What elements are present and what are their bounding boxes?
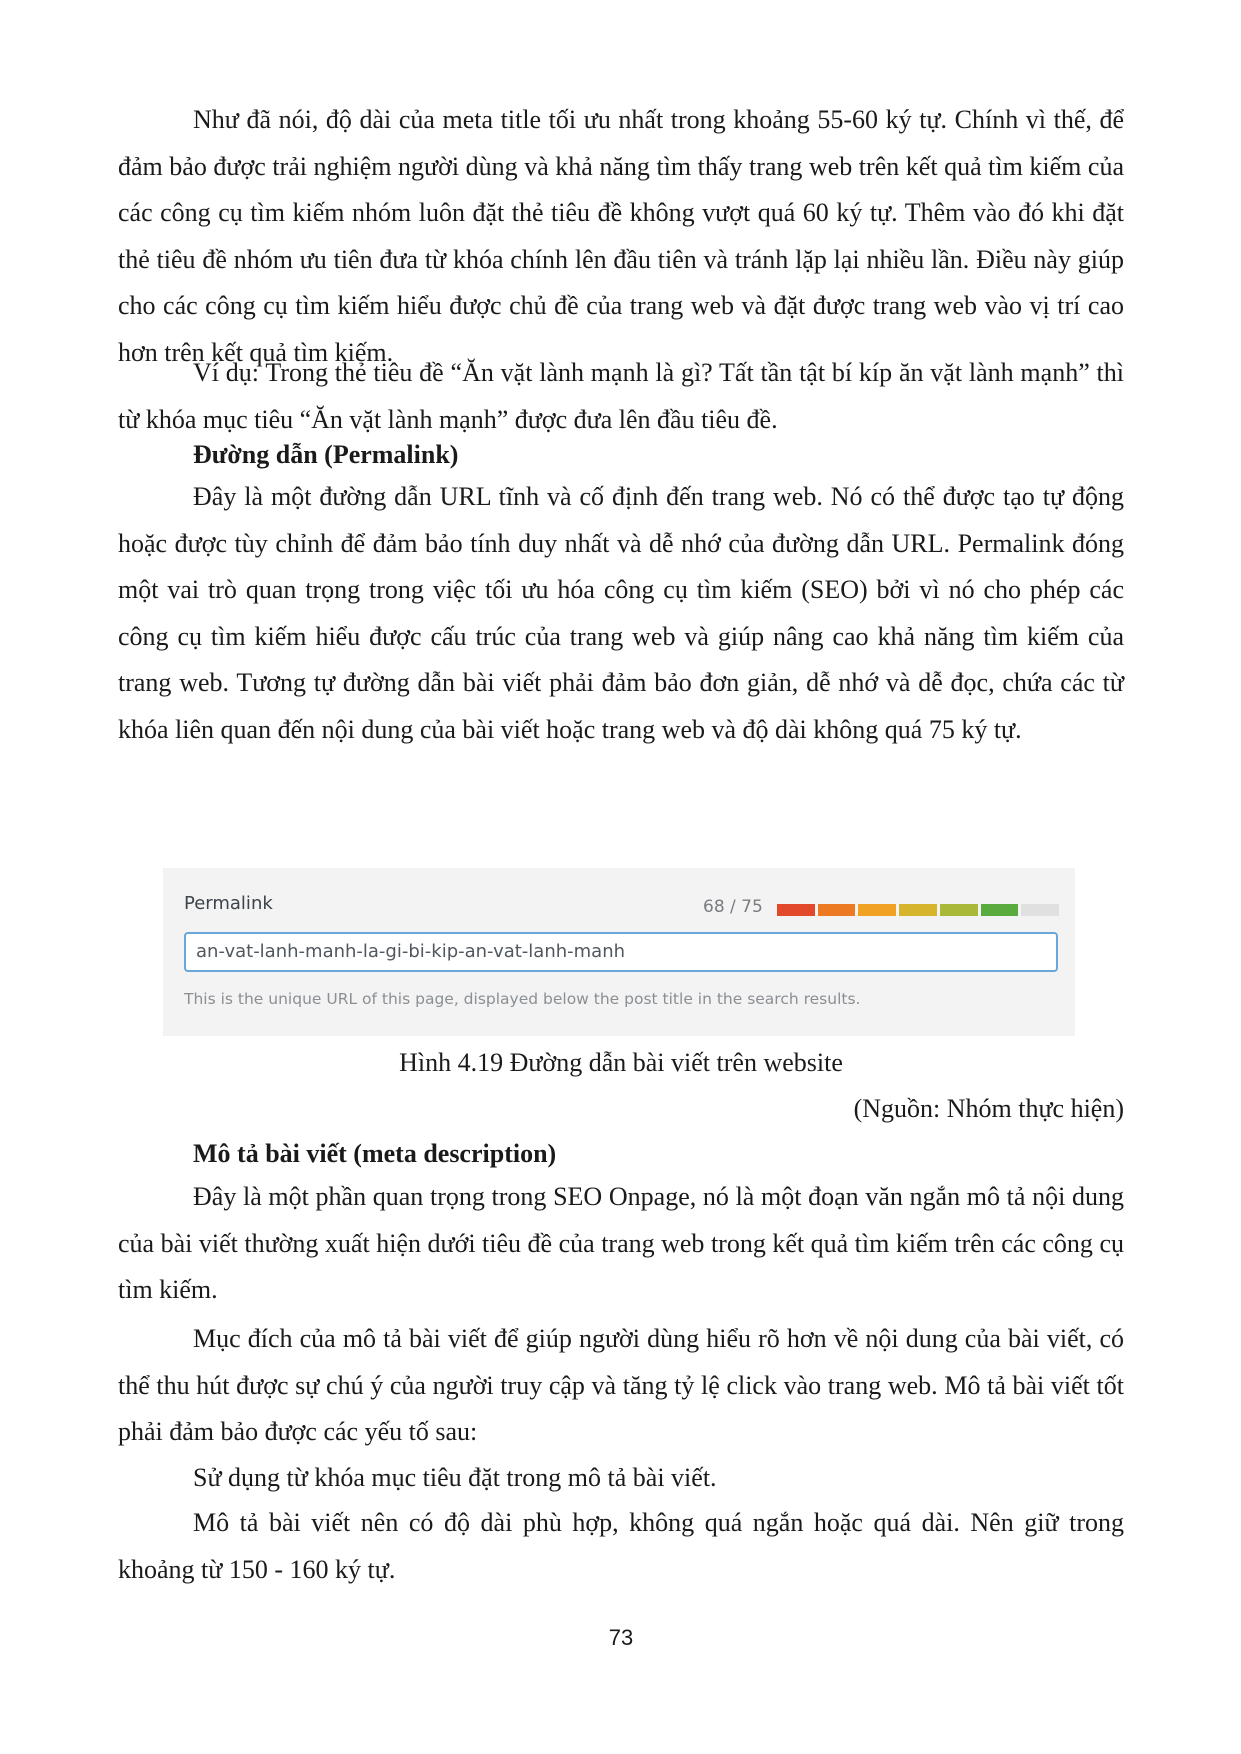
paragraph-example: Ví dụ: Trong thẻ tiêu đề “Ăn vặt lành mạnh là gì? Tất tần tật bí kíp ăn vặt lành mạnh” thì từ khóa mục tiêu “Ăn vặt lành mạnh” được đưa lên đầu tiêu đề. bbox=[118, 358, 1124, 434]
paragraph-purpose: Mục đích của mô tả bài viết để giúp người dùng hiểu rõ hơn về nội dung của bài viết, có thể thu hút được sự chú ý của người truy cập và tăng tỷ lệ click vào trang web. Mô tả bài viết tốt phải đảm bảo được các yếu tố sau: bbox=[118, 1324, 1124, 1446]
meter-segment bbox=[940, 904, 978, 916]
meter-segment bbox=[818, 904, 856, 916]
meter-segment bbox=[858, 904, 896, 916]
meter-segment bbox=[981, 904, 1019, 916]
permalink-help-text: This is the unique URL of this page, displayed below the post title in the search results. bbox=[184, 990, 861, 1008]
heading-meta-description: Mô tả bài viết (meta description) bbox=[193, 1139, 557, 1168]
meter-segment bbox=[1021, 904, 1059, 916]
heading-permalink: Đường dẫn (Permalink) bbox=[193, 440, 459, 469]
permalink-screenshot bbox=[163, 868, 1075, 1036]
page-number: 73 bbox=[608, 1625, 634, 1650]
paragraph-meta-description: Đây là một phần quan trọng trong SEO Onpage, nó là một đoạn văn ngắn mô tả nội dung của bài viết thường xuất hiện dưới tiêu đề của trang web trong kết quả tìm kiếm trên các công cụ tìm kiếm. bbox=[118, 1182, 1124, 1304]
permalink-input[interactable]: an-vat-lanh-manh-la-gi-bi-kip-an-vat-lanh-manh bbox=[184, 932, 1058, 972]
meter-segment bbox=[777, 904, 815, 916]
permalink-char-counter: 68 / 75 bbox=[703, 897, 763, 917]
length-meter bbox=[777, 904, 1059, 916]
figure-source: (Nguồn: Nhóm thực hiện) bbox=[853, 1094, 1124, 1123]
permalink-label: Permalink bbox=[184, 893, 273, 914]
meter-segment bbox=[899, 904, 937, 916]
figure-caption: Hình 4.19 Đường dẫn bài viết trên website bbox=[399, 1048, 843, 1077]
paragraph-meta-title-length: Như đã nói, độ dài của meta title tối ưu nhất trong khoảng 55-60 ký tự. Chính vì thế, để đảm bảo được trải nghiệm người dùng và khả năng tìm thấy trang web trên kết quả tìm kiếm của các công cụ tìm kiếm nhóm luôn đặt thẻ tiêu đề không vượt quá 60 ký tự. Thêm vào đó khi đặt thẻ tiêu đề nhóm ưu tiên đưa từ khóa chính lên đầu tiên và tránh lặp lại nhiều lần. Điều này giúp cho các công cụ tìm kiếm hiểu được chủ đề của trang web và đặt được trang web vào vị trí cao hơn trên kết quả tìm kiếm. bbox=[118, 105, 1124, 367]
paragraph-permalink: Đây là một đường dẫn URL tĩnh và cố định đến trang web. Nó có thể được tạo tự động hoặc được tùy chỉnh để đảm bảo tính duy nhất và dễ nhớ của đường dẫn URL. Permalink đóng một vai trò quan trọng trong việc tối ưu hóa công cụ tìm kiếm (SEO) bởi vì nó cho phép các công cụ tìm kiếm hiểu được cấu trúc của trang web và giúp nâng cao khả năng tìm kiếm của trang web. Tương tự đường dẫn bài viết phải đảm bảo đơn giản, dễ nhớ và dễ đọc, chứa các từ khóa liên quan đến nội dung của bài viết hoặc trang web và độ dài không quá 75 ký tự. bbox=[118, 482, 1124, 744]
paragraph-keyword: Sử dụng từ khóa mục tiêu đặt trong mô tả bài viết. bbox=[193, 1463, 717, 1492]
paragraph-length: Mô tả bài viết nên có độ dài phù hợp, không quá ngắn hoặc quá dài. Nên giữ trong khoảng từ 150 - 160 ký tự. bbox=[118, 1508, 1124, 1584]
